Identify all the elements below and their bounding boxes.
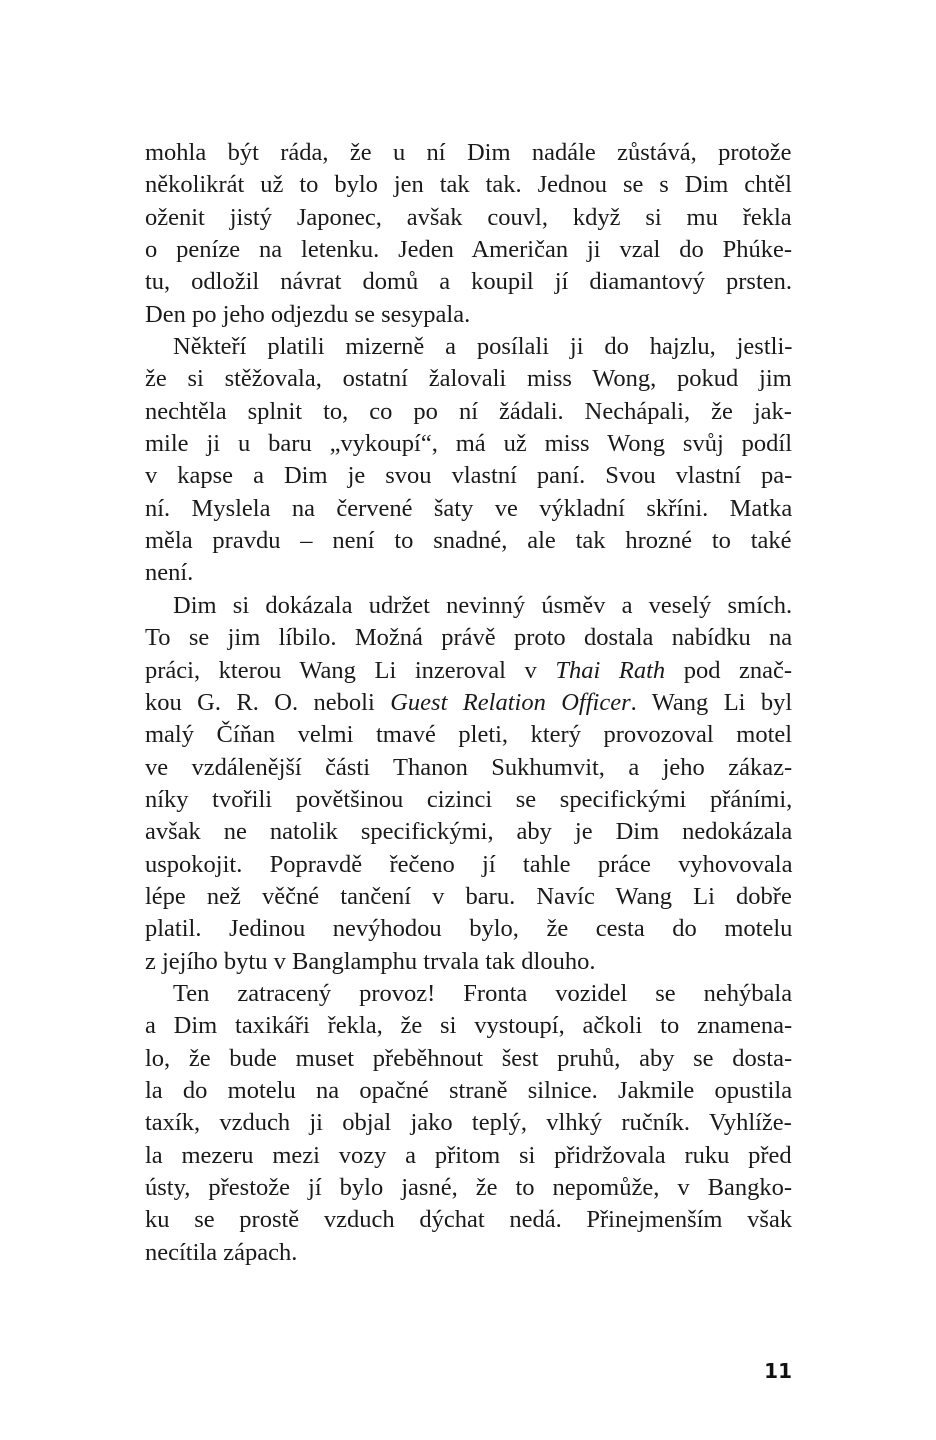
text-line: la do motelu na opačné straně silnice. Jakmile opustila <box>145 1076 793 1104</box>
text-line: v kapse a Dim je svou vlastní paní. Svou vlastní pa- <box>145 462 793 490</box>
paragraph-3 <box>145 590 792 978</box>
paragraph-1 <box>145 137 792 331</box>
text-line: tu, odložil návrat domů a koupil jí diamantový prsten. <box>145 268 793 296</box>
text-line: uspokojit. Popravdě řečeno jí tahle práce vyhovovala <box>145 850 793 878</box>
text-line: z jejího bytu v Banglamphu trvala tak dlouho. <box>145 947 596 975</box>
text-line: a Dim taxikáři řekla, že si vystoupí, ačkoli to znamena- <box>145 1012 793 1040</box>
text-line: není. <box>145 559 194 587</box>
text-line: malý Číňan velmi tmavé pleti, který provozoval motel <box>145 721 793 749</box>
text-segment: pod znač- <box>665 656 793 684</box>
text-line: ústy, přestože jí bylo jasné, že to nepomůže, v Bangko- <box>145 1174 792 1201</box>
paragraph-4 <box>145 978 792 1269</box>
text-line: níky tvořili povětšinou cizinci se specifickými přáními, <box>145 785 793 813</box>
text-line: ve vzdálenější části Thanon Sukhumvit, a jeho zákaz- <box>145 753 793 781</box>
text-line: mohla být ráda, že u ní Dim nadále zůstává, protože <box>145 139 792 166</box>
text-segment: . Wang Li byl <box>630 688 793 716</box>
text-line-with-italic <box>145 655 792 687</box>
text-line: že si stěžovala, ostatní žalovali miss Wong, pokud jim <box>145 365 792 393</box>
text-segment: kou G. R. O. neboli <box>145 688 391 716</box>
text-line: měla pravdu – není to snadné, ale tak hrozné to také <box>145 527 792 555</box>
job-title-italic: Guest Relation Officer <box>390 688 631 716</box>
text-line: o peníze na letenku. Jeden Američan ji vzal do Phúke- <box>145 236 793 264</box>
text-line-with-italic <box>145 687 792 719</box>
text-line: nechtěla splnit to, co po ní žádali. Nechápali, že jak- <box>145 397 792 425</box>
text-line: Den po jeho odjezdu se sesypala. <box>145 300 471 328</box>
newspaper-title: Thai Rath <box>555 656 666 684</box>
text-line: taxík, vzduch ji objal jako teplý, vlhký ručník. Vyhlíže- <box>145 1109 792 1137</box>
body-text <box>145 137 792 1269</box>
text-line: lépe než věčné tančení v baru. Navíc Wang Li dobře <box>145 882 792 910</box>
text-line: To se jim líbilo. Možná právě proto dostala nabídku na <box>145 624 793 652</box>
text-line: několikrát už to bylo jen tak tak. Jednou se s Dim chtěl <box>145 171 792 199</box>
text-line: ní. Myslela na červené šaty ve výkladní skříni. Matka <box>145 494 793 522</box>
text-line: mile ji u baru „vykoupí“, má už miss Wong svůj podíl <box>145 430 793 458</box>
text-line: lo, že bude muset přeběhnout šest pruhů, aby se dosta- <box>145 1044 793 1072</box>
text-line: necítila zápach. <box>145 1238 298 1266</box>
text-line: Někteří platili mizerně a posílali ji do hajzlu, jestli- <box>173 333 793 361</box>
paragraph-2 <box>145 331 792 590</box>
text-line: la mezeru mezi vozy a přitom si přidržovala ruku před <box>145 1141 792 1169</box>
text-line: Dim si dokázala udržet nevinný úsměv a veselý smích. <box>173 591 793 619</box>
text-line: Ten zatracený provoz! Fronta vozidel se nehýbala <box>173 979 793 1007</box>
page-number: 11 <box>764 1359 792 1383</box>
text-line: oženit jistý Japonec, avšak couvl, když si mu řekla <box>145 203 792 231</box>
text-segment: práci, kterou Wang Li inzeroval v <box>145 656 556 684</box>
text-line: platil. Jedinou nevýhodou bylo, že cesta do motelu <box>145 915 793 943</box>
text-line: ku se prostě vzduch dýchat nedá. Přinejmenším však <box>145 1206 793 1234</box>
text-line: avšak ne natolik specifickými, aby je Dim nedokázala <box>145 818 793 846</box>
